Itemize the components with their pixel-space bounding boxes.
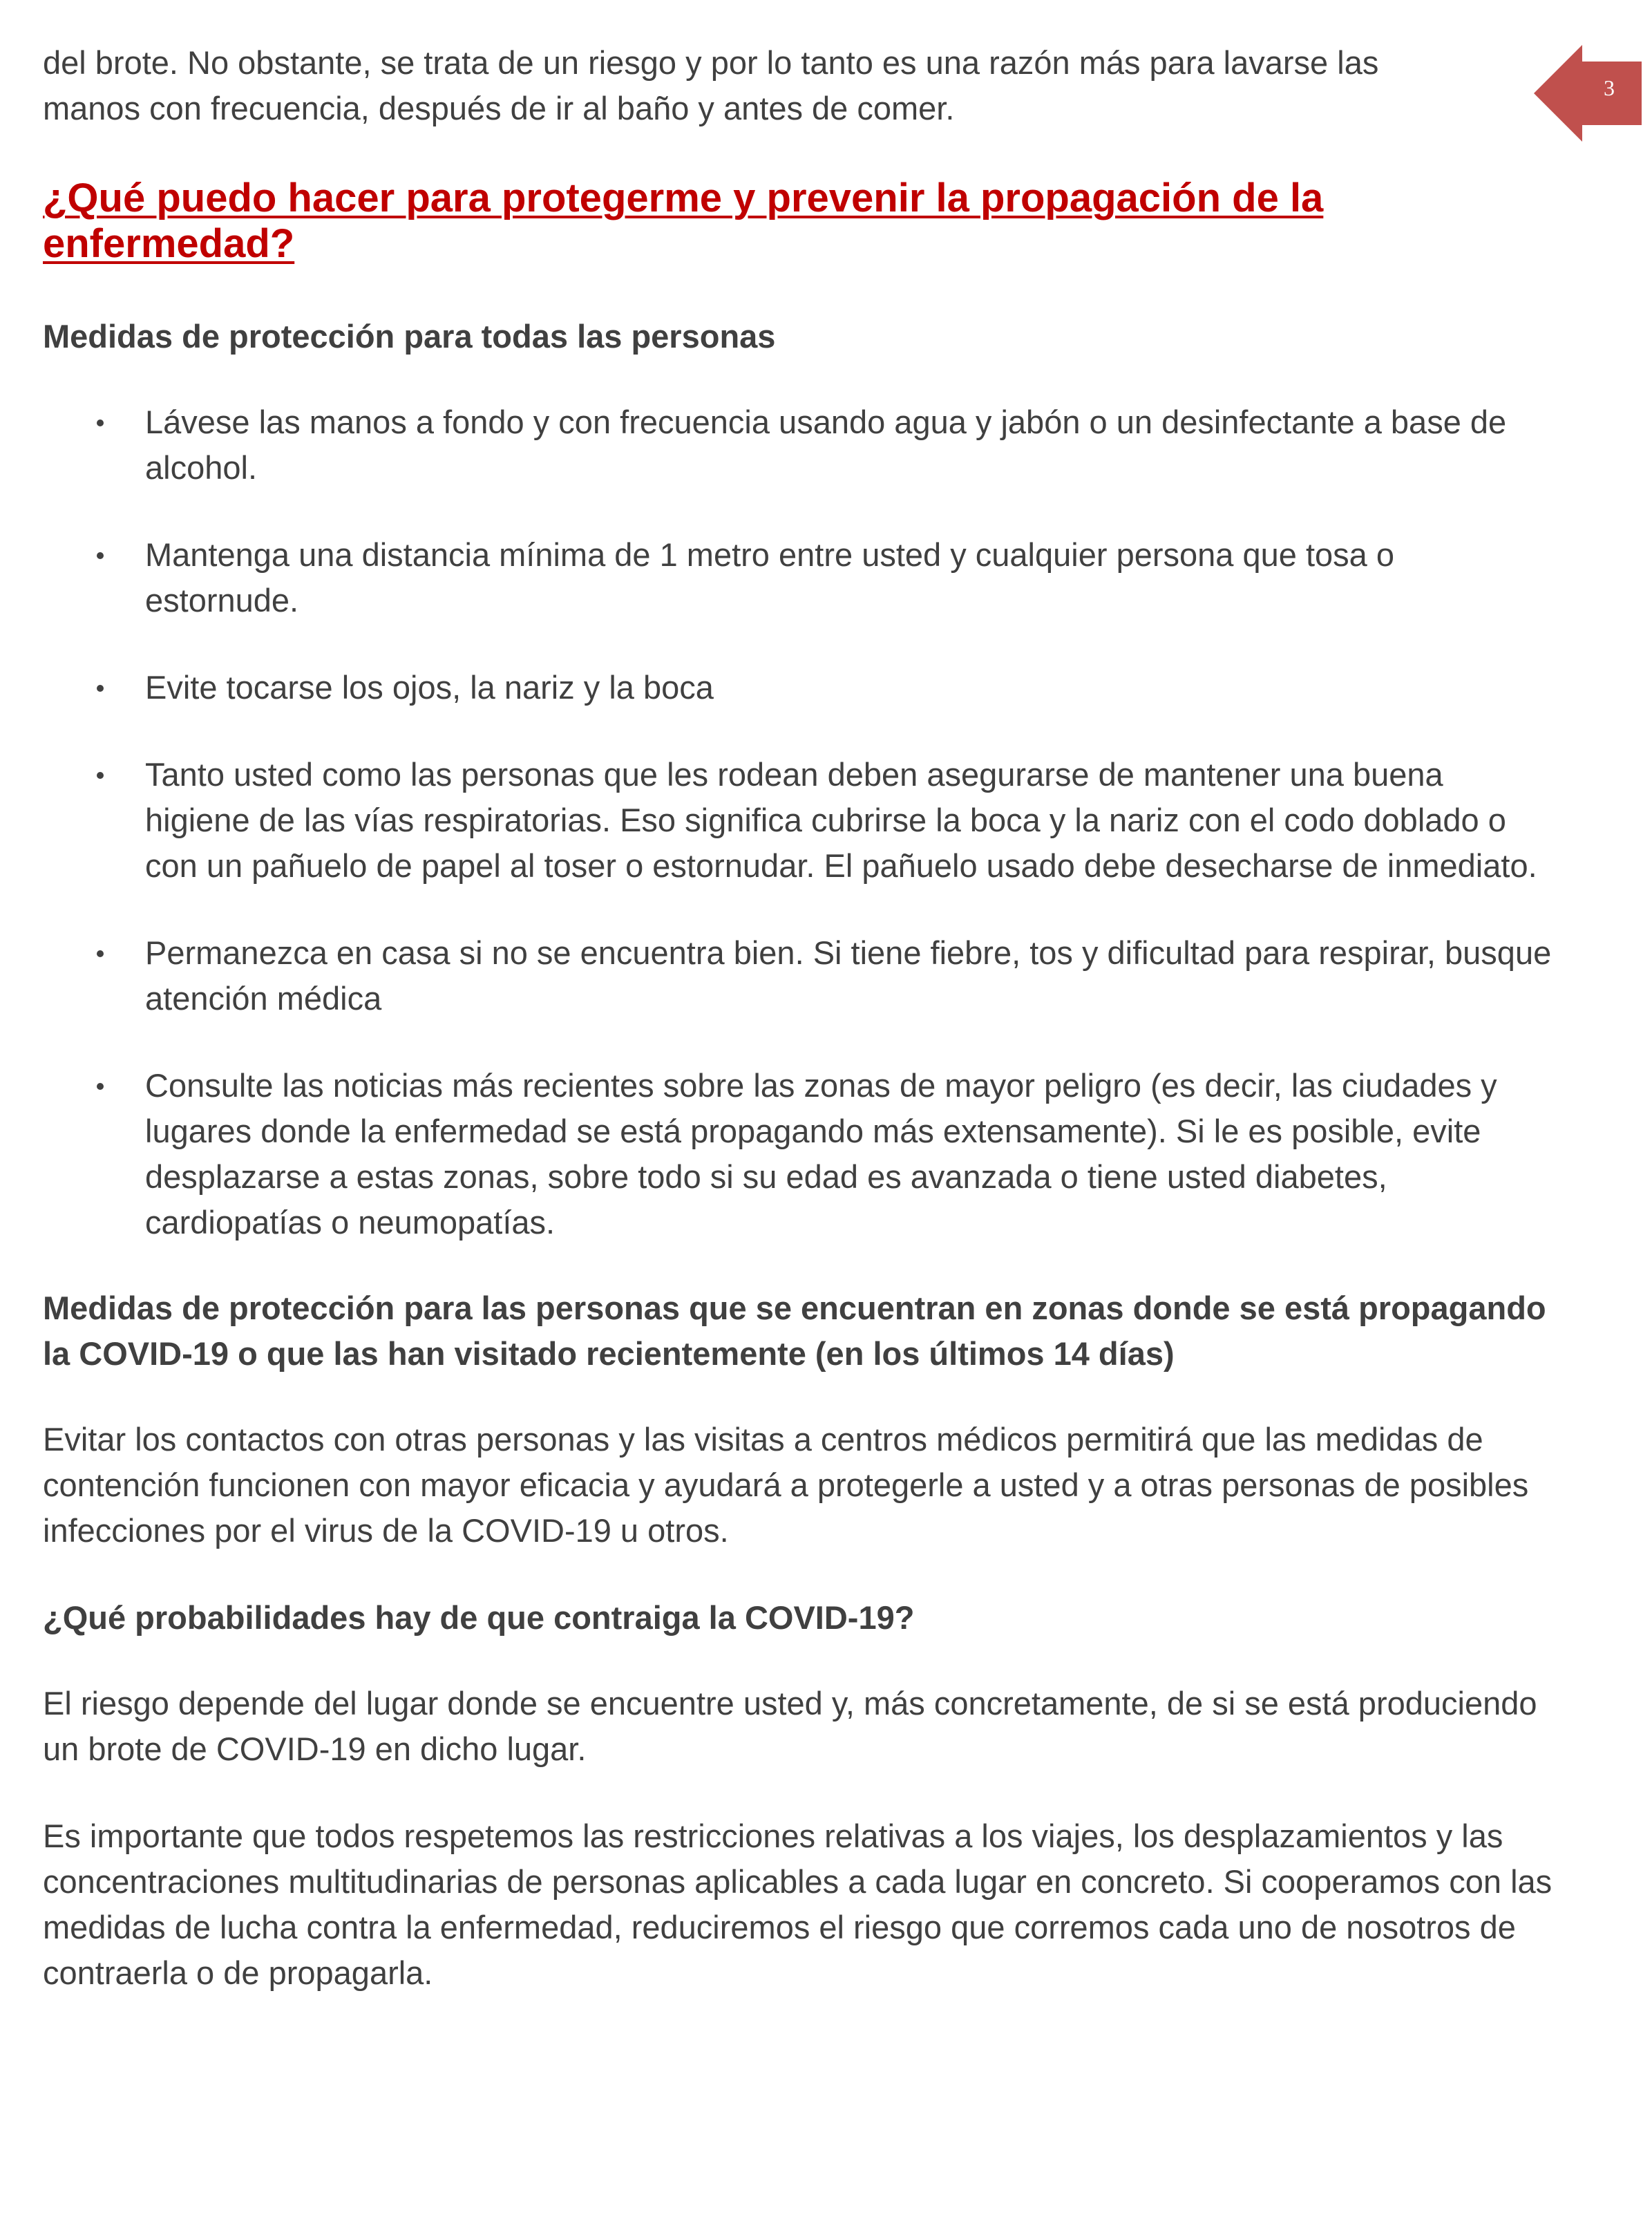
general-measures-heading: Medidas de protección para todas las personas [43, 318, 776, 355]
bullet-icon [97, 1083, 104, 1090]
list-item [43, 1063, 1556, 1245]
affected-zones-paragraph: Evitar los contactos con otras personas y las visitas a centros médicos permitirá que las medidas de contención funcionen con mayor eficacia y ayudará a protegerle a usted y a otras personas de posibles infecciones por el virus de la COVID-19 u otros. [43, 1421, 1529, 1549]
list-item-text: Consulte las noticias más recientes sobre las zonas de mayor peligro (es decir, las ciudades y lugares donde la enfermedad se está propagando más extensamente). Si le es posible, evite desplazarse a estas zonas, sobre todo si su edad es avanzada o tiene usted diabetes, cardiopatías o neumopatías. [145, 1067, 1497, 1241]
list-item [43, 930, 1556, 1021]
bullet-icon [97, 685, 104, 692]
document-page [43, 40, 1556, 2037]
list-item-text: Permanezca en casa si no se encuentra bien. Si tiene fiebre, tos y dificultad para respirar, busque atención médica [145, 934, 1552, 1017]
list-item-text: Mantenga una distancia mínima de 1 metro entre usted y cualquier persona que tosa o estornude. [145, 536, 1394, 619]
probability-heading: ¿Qué probabilidades hay de que contraiga la COVID-19? [43, 1599, 915, 1636]
affected-zones-heading: Medidas de protección para las personas que se encuentran en zonas donde se está propagando la COVID-19 o que las han visitado recientemente (en los últimos 14 días) [43, 1290, 1546, 1372]
list-item [43, 665, 1556, 710]
bullet-icon [97, 419, 104, 426]
bullet-icon [97, 772, 104, 779]
probability-paragraph: El riesgo depende del lugar donde se encuentre usted y, más concretamente, de si se está produciendo un brote de COVID-19 en dicho lugar. [43, 1685, 1537, 1767]
bullet-icon [97, 552, 104, 559]
bullet-icon [97, 950, 104, 957]
page-number: 3 [1604, 75, 1615, 100]
list-item-text: Tanto usted como las personas que les rodean deben asegurarse de mantener una buena higiene de las vías respiratorias. Eso significa cubrirse la boca y la nariz con el codo doblado o con un pañuelo de papel al toser o estornudar. El pañuelo usado debe desecharse de inmediato. [145, 756, 1537, 884]
list-item [43, 532, 1556, 623]
list-item [43, 399, 1556, 491]
general-measures-list [43, 399, 1556, 1245]
list-item [43, 752, 1556, 889]
probability-paragraph: Es importante que todos respetemos las restricciones relativas a los viajes, los desplazamientos y las concentraciones multitudinarias de personas aplicables a cada lugar en concreto. Si cooperamos con las medidas de lucha contra la enfermedad, reduciremos el riesgo que corremos cada uno de nosotros de contraerla o de propagarla. [43, 1818, 1553, 1991]
section-title: ¿Qué puedo hacer para protegerme y prevenir la propagación de la enfermedad? [43, 176, 1324, 266]
list-item-text: Lávese las manos a fondo y con frecuencia usando agua y jabón o un desinfectante a base de alcohol. [145, 404, 1507, 486]
list-item-text: Evite tocarse los ojos, la nariz y la boca [145, 669, 714, 706]
intro-paragraph: del brote. No obstante, se trata de un riesgo y por lo tanto es una razón más para lavarse las manos con frecuencia, después de ir al baño y antes de comer. [43, 44, 1379, 126]
